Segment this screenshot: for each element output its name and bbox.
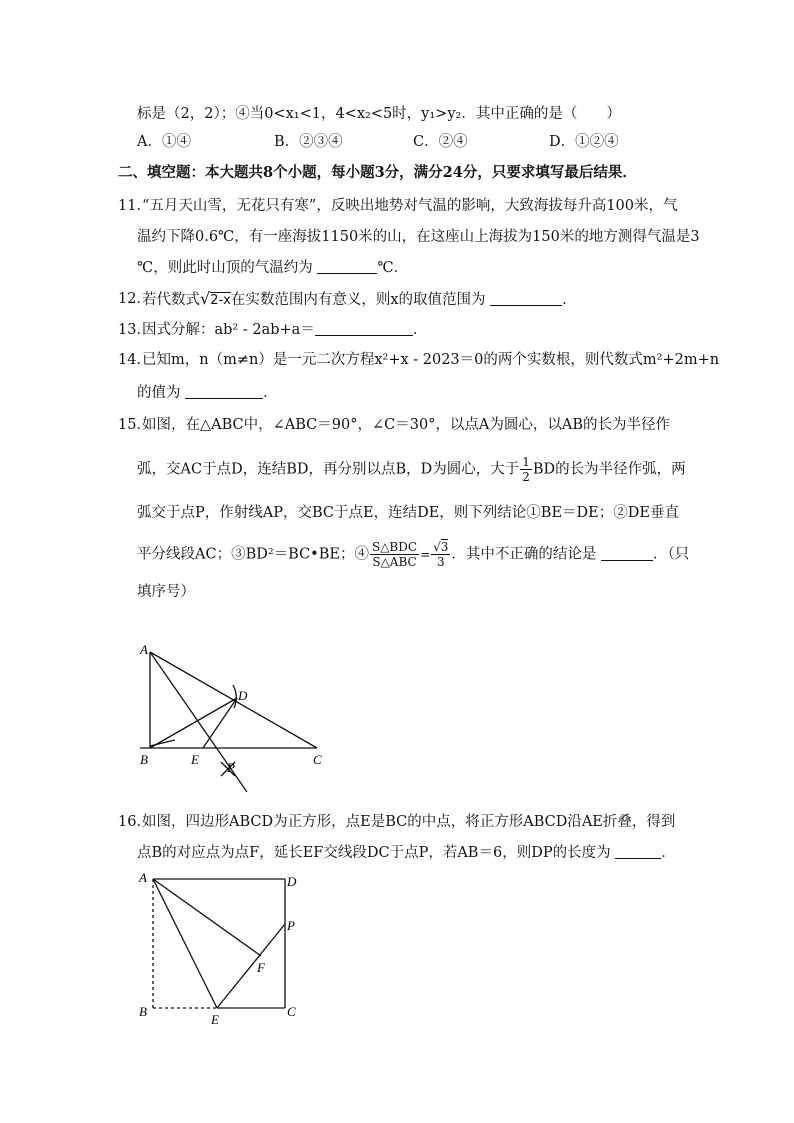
q11-line1: “五月天山雪，无花只有寒”，反映出地势对气温的影响，大致海拔每升高100米，气 (142, 198, 678, 214)
q10-option-a: A．①④ (137, 134, 191, 150)
label-b: B (140, 752, 148, 767)
q12-text-c: ． (562, 292, 577, 308)
q10-option-b: B．②③④ (274, 134, 343, 150)
q11-answer-blank[interactable] (317, 259, 377, 274)
q11-unit: ℃． (377, 260, 409, 276)
q12-answer-blank[interactable] (490, 291, 562, 306)
q11-line3-text: ℃，则此时山顶的气温约为 (137, 260, 313, 276)
q15-line4-text-b: ．其中不正确的结论是 (451, 546, 597, 563)
q15-answer-blank[interactable] (601, 546, 653, 561)
q13-text-a: 因式分解：ab² - 2ab+a＝ (142, 322, 315, 338)
label-f: F (257, 960, 265, 975)
ratio-denominator: S△ABC (372, 555, 417, 569)
q12-line (142, 289, 577, 311)
q15-line3: 弧交于点P，作射线AP，交BC于点E，连结DE，则下列结论①BE＝DE；②DE垂直 (137, 505, 679, 521)
q14-line2-text: 的值为 (137, 385, 181, 401)
segment-ep (217, 924, 285, 1008)
q14-line1: 已知m，n（m≠n）是一元二次方程x²+x - 2023＝0的两个实数根，则代数式m²+2m+n (142, 352, 720, 368)
sqrt3-radicand: 3 (440, 540, 449, 554)
q15-line4 (137, 540, 689, 569)
label-a: A (139, 870, 147, 885)
q13-line (142, 320, 427, 340)
q15-line4-text-a: 平分线段AC；③BD²＝BC•BE；④ (137, 546, 369, 563)
label-e: E (191, 752, 199, 767)
sqrt-sign: √ (200, 289, 211, 308)
q11-line3 (137, 258, 408, 278)
section-2-header: 二、填空题：本大题共8个小题，每小题3分，满分24分，只要求填写最后结果． (118, 164, 637, 181)
segment-de (203, 698, 237, 748)
label-p: P (227, 760, 235, 775)
segment-ae (153, 879, 217, 1008)
q15-line2-text-b: BD的长为半径作弧，两 (532, 461, 686, 478)
label-p: P (287, 918, 295, 933)
q15-area-ratio (370, 540, 419, 569)
label-d: D (287, 874, 297, 889)
q11-number: 11． (118, 198, 151, 214)
q15-line5: 填序号） (137, 584, 195, 600)
q15-number: 15． (118, 417, 151, 433)
figure-triangle-abc (135, 640, 355, 800)
q14-line2 (137, 383, 278, 403)
q16-line1: 如图，四边形ABCD为正方形，点E是BC的中点，将正方形ABCD沿AE折叠，得到 (142, 814, 676, 830)
q13-text-c: ． (412, 322, 428, 338)
ratio-numerator: S△BDC (371, 540, 418, 554)
q12-text-a: 若代数式 (142, 292, 200, 308)
q15-line1: 如图，在△ABC中，∠ABC＝90°，∠C＝30°，以点A为圆心，以AB的长为半径作 (142, 417, 671, 433)
fraction-denominator: 2 (522, 470, 530, 484)
sqrt3-numerator: √3 (433, 540, 449, 554)
q13-number: 13． (118, 322, 151, 338)
q16-line2-end: ． (661, 845, 676, 861)
q15-line4-text-c: ．（只 (653, 546, 690, 563)
q16-answer-blank[interactable] (615, 844, 661, 859)
q14-answer-blank[interactable] (185, 384, 263, 399)
q16-line2-text: 点B的对应点为点F，延长EF交线段DC于点P，若AB＝6，则DP的长度为 (137, 845, 611, 861)
label-c: C (313, 752, 322, 767)
q12-radicand: 2-x (210, 293, 231, 308)
q15-fraction-half (520, 455, 532, 484)
q14-number: 14． (118, 352, 151, 368)
segment-af (153, 879, 261, 956)
fraction-numerator: 1 (522, 455, 530, 469)
label-e: E (211, 1012, 219, 1027)
label-a: A (140, 642, 148, 657)
q10-option-c: C．②④ (413, 134, 468, 150)
q14-line2-end: ． (263, 385, 278, 401)
q10-option-d: D．①②④ (549, 134, 619, 150)
segment-bd (150, 698, 237, 748)
q12-number: 12． (118, 291, 151, 307)
q16-number: 16． (118, 814, 151, 830)
q15-sqrt3-over-3 (431, 540, 450, 569)
q12-text-b: 在实数范围内有意义，则x的取值范围为 (230, 292, 486, 308)
label-c: C (287, 1004, 296, 1019)
q15-line2 (137, 455, 686, 484)
arc-near-d (233, 685, 236, 708)
q13-answer-blank[interactable] (315, 321, 413, 336)
equals-sign: = (420, 547, 431, 562)
q16-line2 (137, 843, 676, 863)
label-d: D (238, 688, 248, 703)
sqrt3-denominator: 3 (436, 555, 445, 569)
q11-line2: 温约下降0.6℃，有一座海拔1150米的山，在这座山上海拔为150米的地方测得气温是3 (137, 229, 700, 245)
q15-line2-text-a: 弧，交AC于点D，连结BD，再分别以点B，D为圆心，大于 (137, 461, 520, 478)
q10-line1: 标是（2，2）；④当0<x₁<1，4<x₂<5时，y₁>y₂．其中正确的是（ ） (137, 106, 621, 122)
figure-square-abcd (135, 868, 325, 1028)
label-b: B (139, 1004, 147, 1019)
